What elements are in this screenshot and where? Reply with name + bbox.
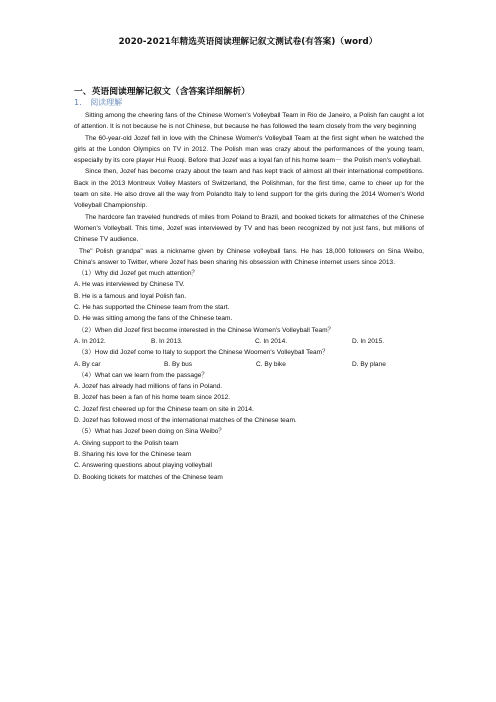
passage-paragraph: The 60-year-old Jozef fell in love with the Chinese Women's Volleyball Team at the first sight when he watched the girls at the London Olympics on TV in 2012. The Polish man was crazy about the performances of the young team, especially by its core player Hui Ruoqi. Before that Jozef was a loyal fan of his home team－ the Polish men's volleyball. (74, 134, 424, 165)
passage-paragraph: Sitting among the cheering fans of the Chinese Women's Volleyball Team in Rio de Janeiro, a Polish fan caught a lot of attention. It is not because he is not Chinese, but because he has followed the team closely from the very beginning (74, 112, 424, 131)
question-heading (74, 97, 122, 108)
answer-option: A. Jozef has already had millions of fans in Poland. (74, 383, 223, 391)
document-title: 2020-2021年精选英语阅读理解记叙文测试卷(有答案)（word） (118, 37, 378, 47)
answer-option: B. By bus (164, 360, 193, 368)
answer-option: C. Answering questions about playing volleyball (74, 462, 212, 470)
question-number: 1. (74, 98, 82, 107)
answer-option: C. In 2014. (255, 337, 288, 345)
answer-options-row (74, 359, 424, 370)
answer-option: D. He was sitting among the fans of the Chinese team. (74, 315, 233, 323)
answer-option: D. Jozef has followed most of the international matches of the Chinese team. (74, 417, 297, 425)
question-stem: （4）What can we learn from the passage？ (78, 371, 208, 379)
question-stem: （2）When did Jozef first become interested in the Chinese Women's Volleyball Team？ (78, 326, 335, 334)
answer-option: C. He has supported the Chinese team from the start. (74, 304, 230, 312)
passage-paragraph: Since then, Jozef has become crazy about the team and has kept track of almost all their international competitions. Back in the 2013 Montreux Volley Masters of Switzerland, the Polishman, for the first time, came to cheer up for the team on site. He also drove all the way from Polandto Italy to lend support for the girls during the 2014 Women's World Volleyball Championship. (74, 168, 424, 210)
answer-option: C. Jozef first cheered up for the Chinese team on site in 2014. (74, 405, 254, 413)
answer-option: B. He is a famous and loyal Polish fan. (74, 292, 187, 300)
question-stem: （1）Why did Jozef get much attention？ (78, 270, 199, 278)
answer-option: A. Giving support to the Polish team (74, 439, 179, 447)
answer-option: C. By bike (256, 360, 286, 368)
answer-options-row (74, 336, 424, 347)
question-stem: （3）How did Jozef come to Italy to support the Chinese Woomen's Volleyball Team？ (78, 349, 329, 357)
passage-paragraph: The hardcore fan traveled hundreds of miles from Poland to Brazil, and booked tickets for allmatches of the Chinese Women's Volleyball. This time, Jozef was interviewed by TV and has been recognized by not just fans, but millions of Chinese TV audience. (74, 213, 424, 244)
passage-body (74, 110, 424, 483)
answer-option: B. Sharing his love for the Chinese team (74, 450, 192, 458)
section-heading: 一、英语阅读理解记叙文（含答案详细解析） (74, 87, 250, 97)
question-type: 阅读理解 (90, 98, 123, 107)
question-stem: （5）What has Jozef been doing on Sina Weibo？ (78, 428, 225, 436)
answer-option: D. Booking tickets for matches of the Chinese team (74, 473, 223, 481)
answer-option: D. In 2015. (352, 337, 385, 345)
answer-option: B. Jozef has been a fan of his home team since 2012. (74, 394, 231, 402)
passage-paragraph: The" Polish grandpa" was a nickname given by Chinese volleyball fans. He has 18,000 followers on Sina Weibo, China's answer to Twitter, where Jozef has been sharing his obsession with Chinese internet users since 2013. (74, 247, 424, 266)
answer-option: A. In 2012. (74, 337, 106, 345)
answer-option: D. By plane (352, 360, 386, 368)
answer-option: A. He was interviewed by Chinese TV. (74, 281, 185, 289)
answer-option: B. In 2013. (151, 337, 183, 345)
answer-option: A. By car (74, 360, 101, 368)
